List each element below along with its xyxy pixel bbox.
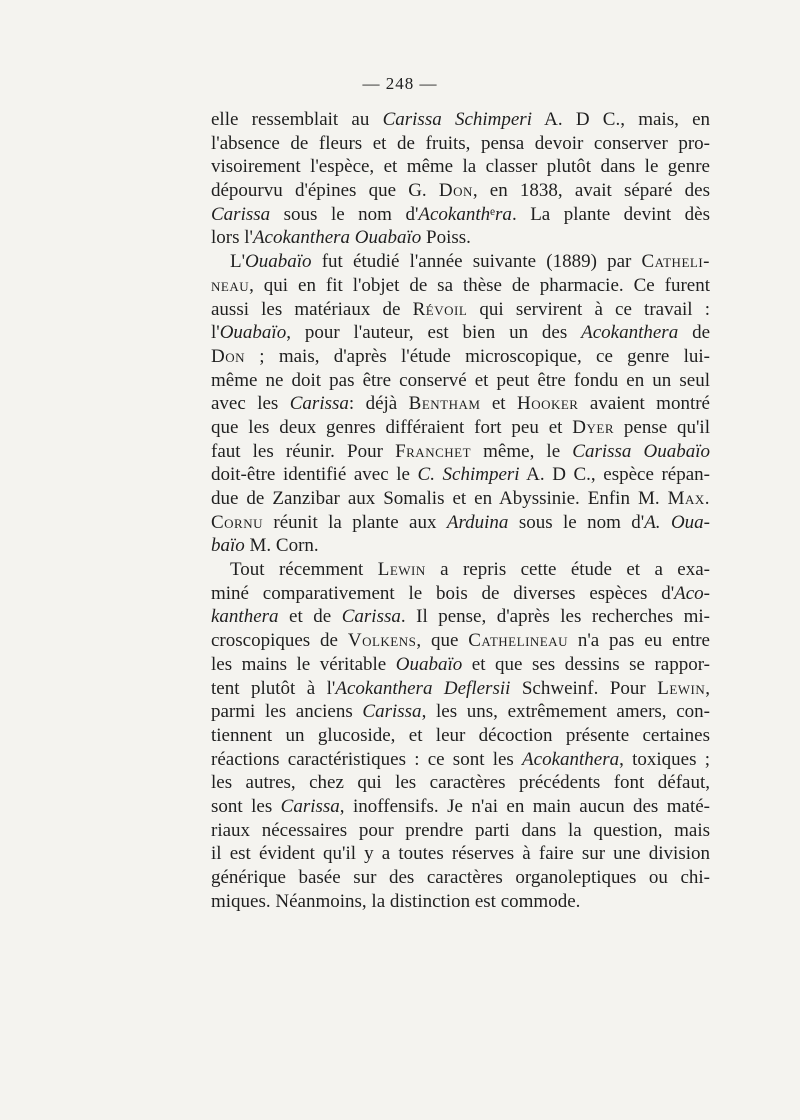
text-run: a repris cette étude et a exa- [425, 559, 710, 581]
text-line [211, 392, 710, 416]
small-caps-name: Révoil [412, 298, 468, 320]
text-run: l'absence de fleurs et de fruits, pensa devoir conserver pro- [211, 132, 710, 154]
text-run: que les deux genres différaient fort peu et [211, 416, 573, 438]
text-line [211, 203, 710, 227]
italic-text: Ouabaïo [245, 251, 312, 273]
text-run: Poiss. [421, 227, 471, 249]
text-run: Schweinf. Pour [510, 677, 658, 699]
text-run: l' [211, 322, 220, 344]
italic-text: A. Oua- [644, 511, 710, 533]
small-caps-name: Volkens [347, 630, 417, 652]
text-run: réunit la plante aux [263, 511, 447, 533]
small-caps-name: Bentham [408, 393, 481, 415]
text-run: parmi les anciens [211, 701, 363, 723]
italic-text: Acokanthera [581, 322, 679, 344]
text-line [211, 226, 710, 250]
text-run: sous le nom d' [508, 511, 645, 533]
text-run: ᵉ [490, 203, 496, 225]
text-line [211, 511, 710, 535]
text-run: pense qu'il [614, 416, 710, 438]
small-caps-name: Don [438, 180, 473, 202]
text-run: même ne doit pas être conservé et peut être fondu en un seul [211, 369, 710, 391]
text-run: dépourvu d'épines que G. [211, 180, 439, 202]
text-line [211, 677, 710, 701]
text-run: sont les [211, 795, 281, 817]
italic-text: Acokanthera Deflersii [335, 677, 511, 699]
text-run: n'a pas eu entre [568, 630, 710, 652]
italic-text: Carissa [280, 795, 340, 817]
text-run: elle ressemblait au [211, 109, 383, 130]
text-line [211, 155, 710, 179]
text-line [211, 795, 710, 819]
text-run: les autres, chez qui les caractères précédents font défaut, [211, 772, 710, 794]
text-run: avec les [211, 393, 290, 415]
small-caps-name: Catheli- [641, 251, 710, 273]
text-line [211, 108, 710, 132]
italic-text: Carissa Schimperi [382, 109, 532, 130]
text-line [211, 179, 710, 203]
text-run: . Il pense, d'après les recherches mi- [400, 606, 710, 628]
text-run: sous le nom d' [270, 203, 419, 225]
text-run: tent plutôt à l' [211, 677, 336, 699]
text-run: lors l' [211, 227, 253, 249]
italic-text: Carissa [211, 203, 271, 225]
body-text [211, 108, 710, 913]
italic-text: Ouabaïo [219, 322, 287, 344]
text-run: tiennent un glucoside, et leur décoction présente certaines [211, 724, 710, 746]
text-run: riaux nécessaires pour prendre parti dans la question, mais [211, 819, 710, 841]
italic-text: Carissa [289, 393, 349, 415]
text-run: faut les réunir. Pour [211, 440, 396, 462]
small-caps-name: Max. [667, 488, 710, 509]
text-line [211, 250, 710, 274]
text-line [211, 653, 710, 677]
text-run: même, le [471, 440, 573, 462]
italic-text: Aco- [674, 582, 710, 604]
text-line [211, 724, 710, 748]
text-run: doit-être identifié avec le [211, 464, 418, 486]
text-run: , pour l'auteur, est bien un des [286, 322, 582, 344]
text-line [211, 369, 710, 393]
italic-text: Arduina [446, 511, 509, 533]
small-caps-name: Franchet [395, 440, 472, 462]
text-run: Tout récemment [230, 559, 378, 581]
italic-text: Acokanth [418, 203, 491, 225]
text-run: visoirement l'espèce, et même la classer plutôt dans le genre [211, 156, 710, 178]
text-run: , que [416, 630, 469, 652]
text-run: due de Zanzibar aux Somalis et en Abyssinie. Enfin M. [211, 488, 668, 509]
italic-text: Acokanthera [522, 748, 620, 770]
small-caps-name: Hooker [516, 393, 579, 415]
text-run: réactions caractéristiques : ce sont les [211, 748, 523, 770]
text-run: L' [230, 251, 246, 273]
text-run: A. D C., espèce répan- [519, 464, 710, 486]
italic-text: Carissa Ouabaïo [572, 440, 711, 462]
text-line [211, 345, 710, 369]
text-line [211, 866, 710, 890]
italic-text: Ouabaïo [395, 653, 463, 675]
text-line [211, 416, 710, 440]
text-run: et [480, 393, 517, 415]
small-caps-name: Cathelineau [468, 630, 568, 652]
text-run: M. Corn. [244, 535, 319, 557]
text-line [211, 534, 710, 558]
text-run: , toxiques ; [619, 748, 710, 770]
text-run: de [678, 322, 710, 344]
text-run: , les uns, extrêmement amers, con- [421, 701, 710, 723]
text-run: miques. Néanmoins, la distinction est commode. [211, 890, 581, 912]
text-run: fut étudié l'année suivante (1889) par [311, 251, 642, 273]
italic-text: ra [495, 203, 512, 225]
text-run: , qui en fit l'objet de sa thèse de pharmacie. Ce furent [249, 274, 710, 296]
text-line [211, 748, 710, 772]
text-run: générique basée sur des caractères organoleptiques ou chi- [211, 867, 710, 888]
text-run: A. D C., mais, en [531, 109, 710, 130]
small-caps-name: Don [211, 345, 245, 367]
text-line [211, 463, 710, 487]
small-caps-name: Dyer [572, 416, 615, 438]
text-line [211, 771, 710, 795]
text-line [211, 890, 710, 914]
text-run: avaient montré [578, 393, 710, 415]
text-run: qui servirent à ce travail : [467, 298, 710, 320]
text-line [211, 558, 710, 582]
text-line [211, 819, 710, 843]
text-line [211, 700, 710, 724]
text-run: , [705, 677, 711, 699]
small-caps-name: neau [211, 274, 250, 296]
text-run: : déjà [348, 393, 409, 415]
small-caps-name: Lewin [657, 677, 706, 699]
text-run: croscopiques de [211, 630, 348, 652]
text-line [211, 321, 710, 345]
small-caps-name: Lewin [377, 559, 426, 581]
italic-text: C. Schimperi [417, 464, 520, 486]
italic-text: Carissa [362, 701, 422, 723]
text-run: ; mais, d'après l'étude microscopique, ce genre lui- [245, 345, 710, 367]
text-run: , inoffensifs. Je n'ai en main aucun des maté- [339, 795, 711, 817]
text-line [211, 629, 710, 653]
text-run: il est évident qu'il y a toutes réserves à faire sur une division [211, 843, 710, 865]
text-line [211, 298, 710, 322]
text-run: les mains le véritable [211, 653, 396, 675]
text-run: et de [278, 606, 342, 628]
text-line [211, 274, 710, 298]
text-run: et que ses dessins se rappor- [462, 653, 710, 675]
text-line [211, 487, 710, 511]
text-run: . La plante devint dès [511, 203, 711, 225]
italic-text: baïo [211, 535, 245, 557]
italic-text: kanthera [211, 606, 279, 628]
text-line [211, 842, 710, 866]
text-line [211, 605, 710, 629]
page-number: — 248 — [362, 74, 438, 93]
text-run: aussi les matériaux de [211, 298, 413, 320]
text-run: , en 1838, avait séparé des [472, 180, 710, 202]
small-caps-name: Cornu [211, 511, 264, 533]
text-line [211, 582, 710, 606]
italic-text: Acokanthera Ouabaïo [252, 227, 422, 249]
text-line [211, 440, 710, 464]
text-run: miné comparativement le bois de diverses espèces d' [211, 582, 675, 604]
italic-text: Carissa [341, 606, 401, 628]
text-line [211, 132, 710, 156]
